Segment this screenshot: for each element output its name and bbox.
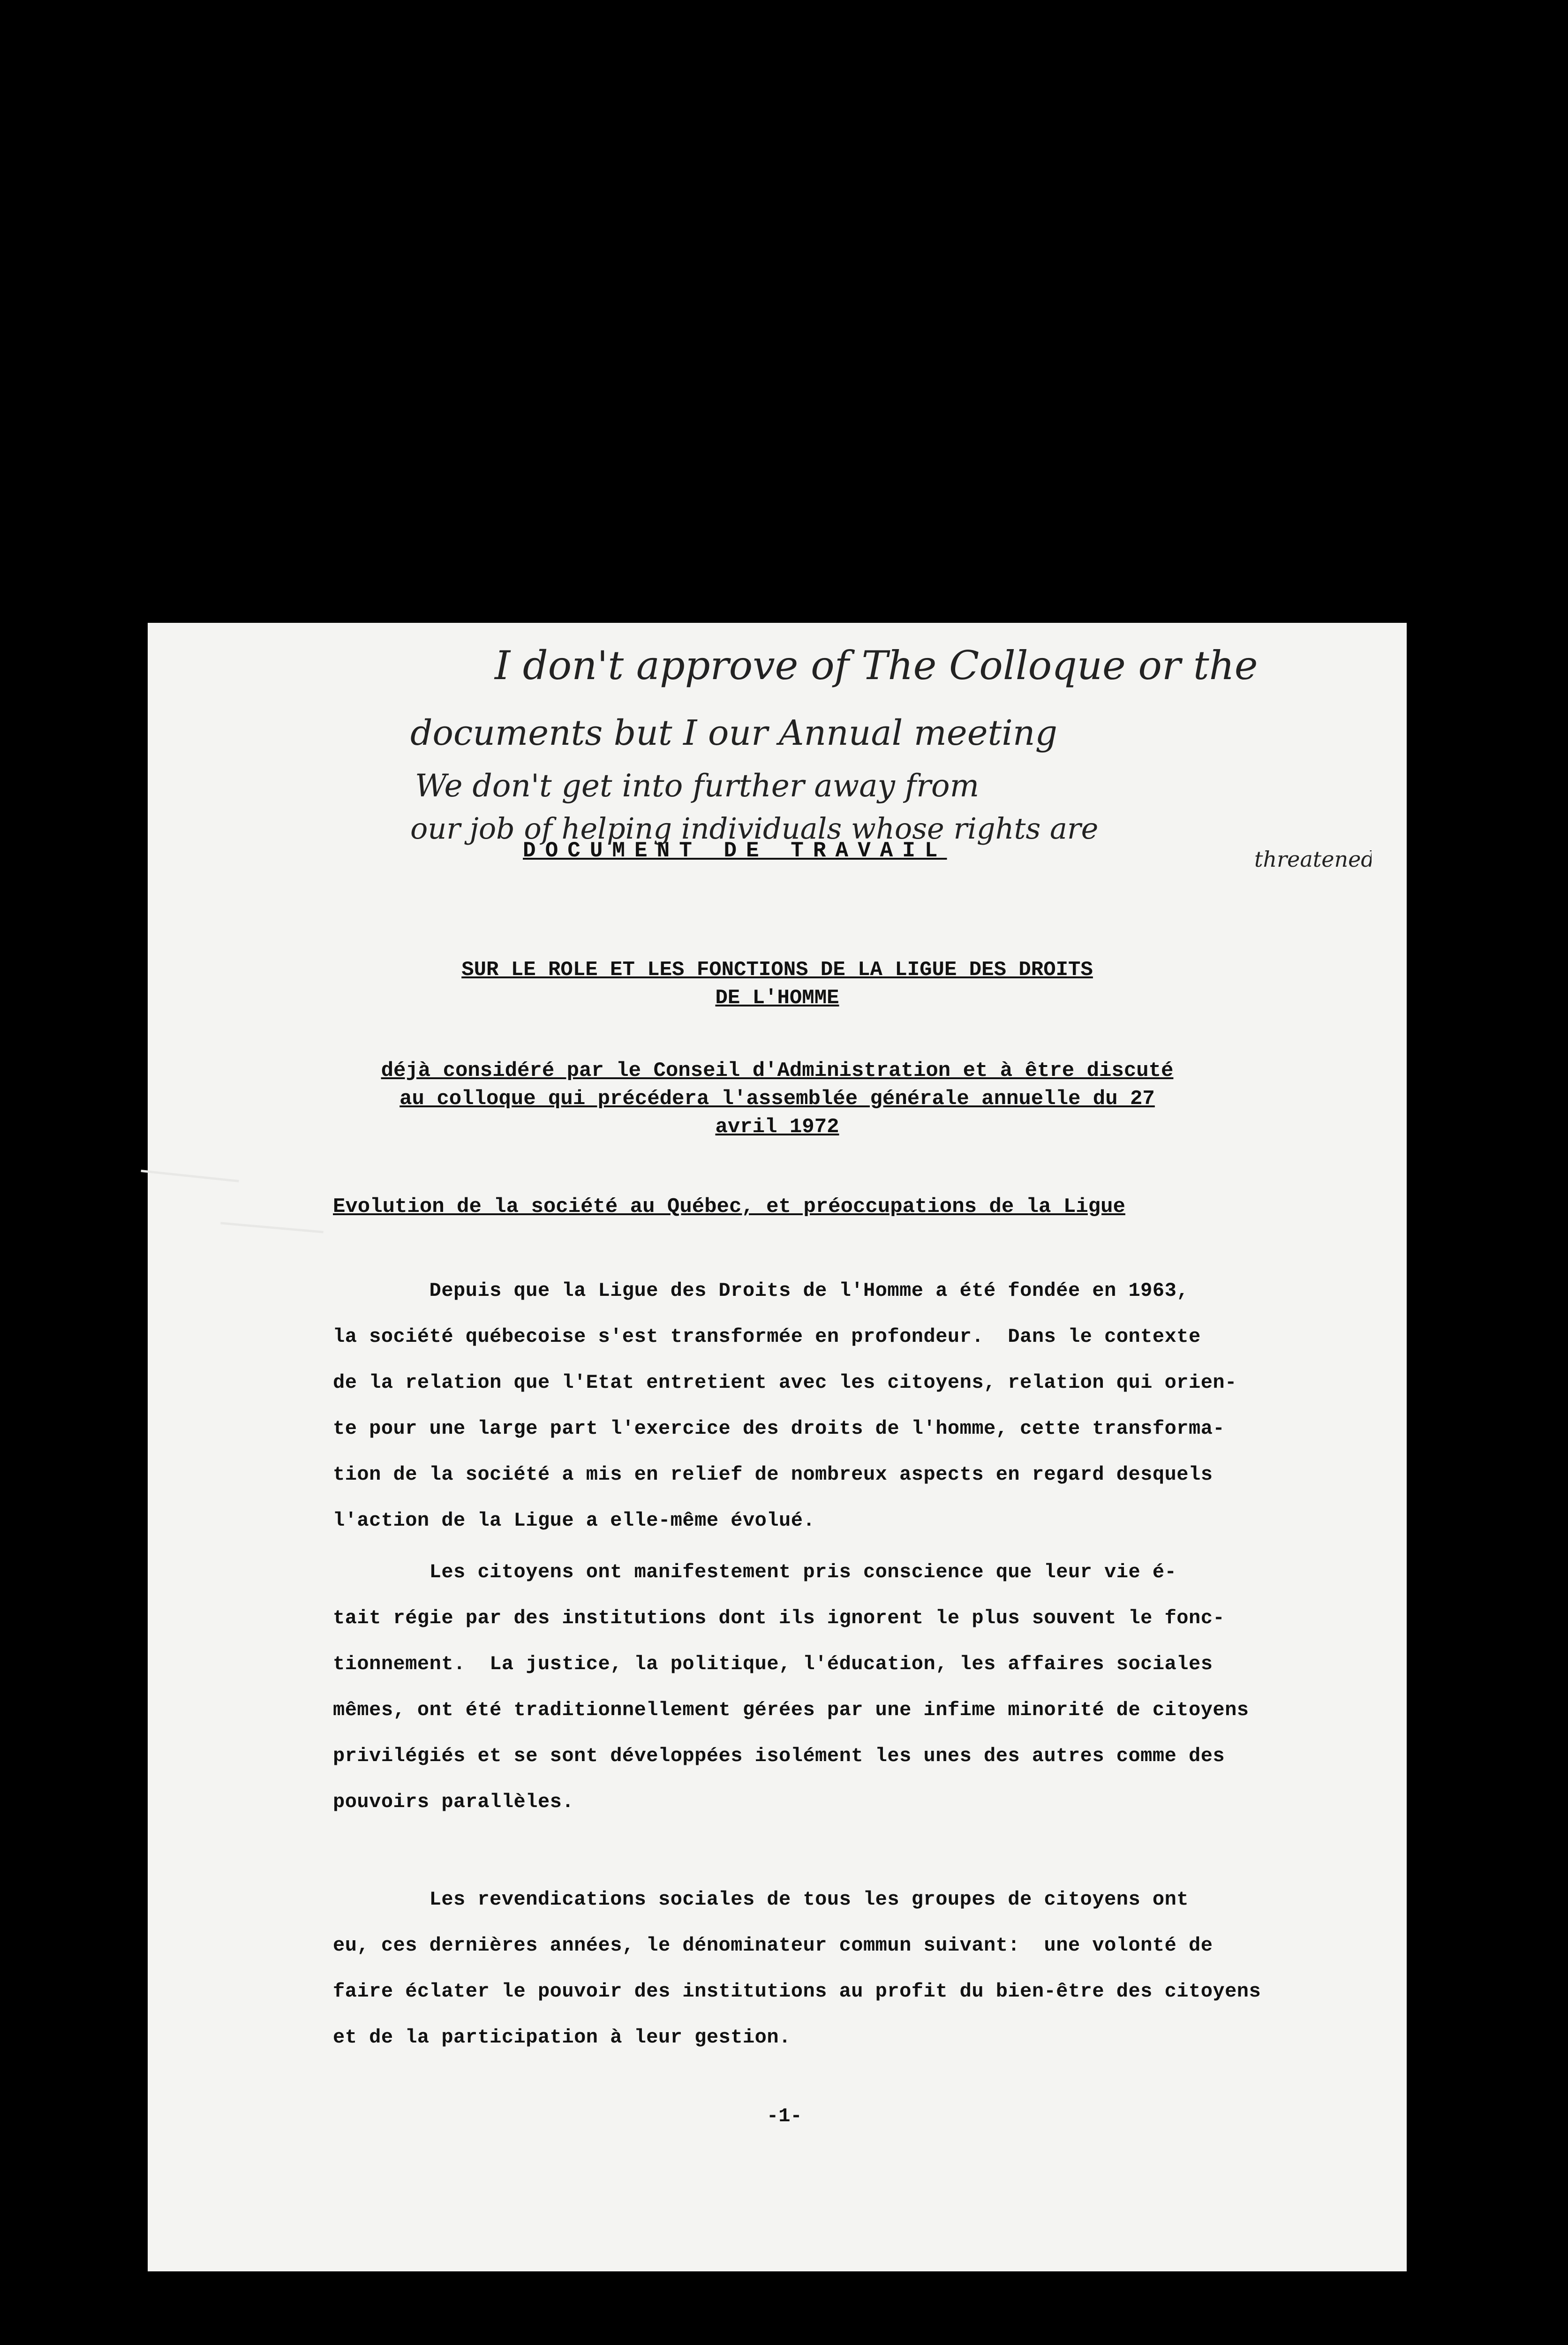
note-line-3: avril 1972: [715, 1115, 839, 1139]
note-line-1: déjà considéré par le Conseil d'Administration et à être discuté: [381, 1059, 1174, 1082]
paragraph-2-line-6: pouvoirs parallèles.: [333, 1791, 574, 1813]
document-page: [148, 623, 1407, 2271]
handwritten-line-1: I don't approve of The Colloque or the: [495, 643, 1258, 688]
paragraph-1-line-6: l'action de la Ligue a elle-même évolué.: [333, 1509, 815, 1532]
paragraph-3-line-1: Les revendications sociales de tous les groupes de citoyens ont: [333, 1888, 1189, 1911]
paragraph-1-line-3: de la relation que l'Etat entretient avec les citoyens, relation qui orien-: [333, 1371, 1237, 1394]
paragraph-1-line-2: la société québecoise s'est transformée en profondeur. Dans le contexte: [333, 1325, 1201, 1348]
paragraph-1-line-5: tion de la société a mis en relief de nombreux aspects en regard desquels: [333, 1463, 1213, 1486]
subtitle-line-2: DE L'HOMME: [715, 986, 839, 1010]
document-title: DOCUMENT DE TRAVAIL: [523, 839, 947, 863]
paragraph-2-line-2: tait régie par des institutions dont ils ignorent le plus souvent le fonc-: [333, 1607, 1225, 1629]
handwritten-line-4: our job of helping individuals whose rights are: [410, 811, 1099, 846]
section-heading: Evolution de la société au Québec, et préoccupations de la Ligue: [333, 1195, 1125, 1218]
page-number: -1-: [767, 2105, 802, 2127]
paragraph-2-line-5: privilégiés et se sont développées isolément les unes des autres comme des: [333, 1745, 1225, 1767]
paragraph-2-line-1: Les citoyens ont manifestement pris conscience que leur vie é-: [333, 1561, 1177, 1583]
paragraph-2-line-3: tionnement. La justice, la politique, l'éducation, les affaires sociales: [333, 1653, 1213, 1675]
note-line-2: au colloque qui précédera l'assemblée générale annuelle du 27: [400, 1087, 1155, 1111]
paragraph-1-line-4: te pour une large part l'exercice des droits de l'homme, cette transforma-: [333, 1417, 1225, 1440]
paragraph-1-line-1: Depuis que la Ligue des Droits de l'Homme a été fondée en 1963,: [333, 1279, 1189, 1302]
handwritten-line-2: documents but I our Annual meeting: [410, 713, 1057, 753]
paragraph-3-line-4: et de la participation à leur gestion.: [333, 2026, 791, 2049]
handwritten-line-5: threatened: [1254, 847, 1372, 872]
paragraph-3-line-2: eu, ces dernières années, le dénominateur commun suivant: une volonté de: [333, 1934, 1213, 1957]
subtitle-line-1: SUR LE ROLE ET LES FONCTIONS DE LA LIGUE DES DROITS: [461, 958, 1093, 982]
paragraph-3-line-3: faire éclater le pouvoir des institutions au profit du bien-être des citoyens: [333, 1980, 1261, 2003]
paragraph-2-line-4: mêmes, ont été traditionnellement gérées par une infime minorité de citoyens: [333, 1699, 1249, 1721]
handwritten-line-3: We don't get into further away from: [415, 768, 980, 804]
